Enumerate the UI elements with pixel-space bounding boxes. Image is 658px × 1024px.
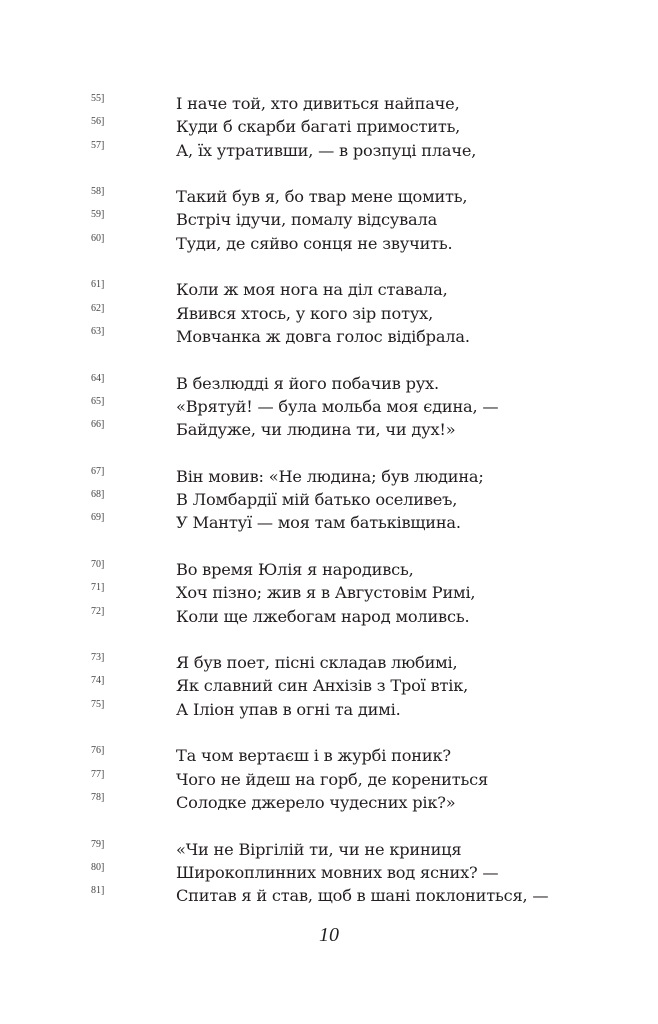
verse-text: А, їх утративши, — в розпуці плаче, bbox=[176, 140, 477, 160]
poem-body bbox=[0, 92, 658, 931]
line-number: 58] bbox=[91, 186, 105, 198]
verse-text: У Мантуї — моя там батьківщина. bbox=[176, 513, 461, 533]
line-number: 62] bbox=[91, 302, 105, 314]
stanza bbox=[0, 92, 658, 162]
stanza bbox=[0, 185, 658, 255]
verse-text: Спитав я й став, щоб в шані поклониться, — bbox=[176, 886, 549, 906]
verse-text: Коли ж моя нога на діл ставала, bbox=[176, 280, 448, 300]
verse-text: І наче той, хто дивиться найпаче, bbox=[176, 94, 460, 113]
line-number: 60] bbox=[91, 232, 105, 244]
verse-text: Хоч пізно; жив я в Августовім Римі, bbox=[176, 583, 476, 603]
verse-text: В безлюдді я його побачив рух. bbox=[176, 373, 439, 393]
line-number: 81] bbox=[91, 885, 105, 897]
line-number: 67] bbox=[91, 465, 105, 477]
line-number: 63] bbox=[91, 325, 105, 337]
verse-text: «Чи не Віргілій ти, чи не криниця bbox=[176, 839, 462, 859]
line-number: 80] bbox=[91, 861, 105, 873]
stanza bbox=[0, 651, 658, 721]
verse-line bbox=[0, 418, 658, 441]
verse-text: Туди, де сяйво сонця не звучить. bbox=[176, 233, 453, 253]
line-number: 69] bbox=[91, 512, 105, 524]
verse-text: В Ломбардії мій батько оселивеъ, bbox=[176, 490, 458, 510]
verse-text: Він мовив: «Не людина; був людина; bbox=[176, 466, 484, 486]
verse-text: Я був поет, пісні складав любимі, bbox=[176, 653, 458, 673]
verse-text: Во время Юлія я народивсь, bbox=[176, 559, 414, 579]
line-number: 70] bbox=[91, 558, 105, 570]
stanza bbox=[0, 372, 658, 442]
stanza bbox=[0, 465, 658, 535]
line-number: 55] bbox=[91, 93, 105, 104]
verse-text: Такий був я, бо твар мене щомить, bbox=[176, 187, 468, 207]
verse-line bbox=[0, 511, 658, 534]
verse-text: «Врятуй! — була мольба моя єдина, — bbox=[176, 396, 499, 416]
page-number: 10 bbox=[319, 924, 339, 946]
line-number: 71] bbox=[91, 582, 105, 594]
verse-line bbox=[0, 698, 658, 721]
stanza bbox=[0, 278, 658, 348]
stanza bbox=[0, 838, 658, 908]
verse-text: Солодке джерело чудесних рік?» bbox=[176, 792, 456, 812]
line-number: 64] bbox=[91, 372, 105, 384]
line-number: 57] bbox=[91, 139, 105, 151]
line-number: 65] bbox=[91, 395, 105, 407]
verse-line bbox=[0, 791, 658, 814]
verse-text: А Іліон упав в огні та димі. bbox=[176, 699, 401, 719]
verse-text: Та чом вертаєш і в журбі поник? bbox=[176, 746, 451, 766]
stanza bbox=[0, 558, 658, 628]
line-number: 73] bbox=[91, 652, 105, 664]
line-number: 68] bbox=[91, 489, 105, 501]
line-number: 66] bbox=[91, 419, 105, 431]
verse-text: Коли ще лжебогам народ моливсь. bbox=[176, 606, 470, 626]
line-number: 72] bbox=[91, 605, 105, 617]
verse-text: Широкоплинних мовних вод ясних? — bbox=[176, 862, 499, 882]
line-number: 59] bbox=[91, 209, 105, 221]
verse-line bbox=[0, 884, 658, 907]
line-number: 56] bbox=[91, 116, 105, 128]
line-number: 79] bbox=[91, 838, 105, 850]
verse-line bbox=[0, 605, 658, 628]
line-number: 76] bbox=[91, 745, 105, 757]
verse-text: Куди б скарби багаті примостить, bbox=[176, 117, 461, 137]
verse-line bbox=[0, 139, 658, 162]
verse-text: Мовчанка ж довга голос відібрала. bbox=[176, 326, 470, 346]
verse-line bbox=[0, 232, 658, 255]
verse-text: Байдуже, чи людина ти, чи дух!» bbox=[176, 420, 456, 440]
verse-text: Як славний син Анхізів з Трої втік, bbox=[176, 676, 469, 696]
line-number: 74] bbox=[91, 675, 105, 687]
verse-text: Встріч ідучи, помалу відсувала bbox=[176, 210, 438, 230]
stanza bbox=[0, 744, 658, 814]
verse-line bbox=[0, 325, 658, 348]
verse-text: Явився хтось, у кого зір потух, bbox=[176, 303, 434, 323]
line-number: 77] bbox=[91, 768, 105, 780]
line-number: 78] bbox=[91, 791, 105, 803]
line-number: 75] bbox=[91, 698, 105, 710]
line-number: 61] bbox=[91, 279, 105, 291]
verse-text: Чого не йдеш на горб, де корениться bbox=[176, 769, 489, 789]
